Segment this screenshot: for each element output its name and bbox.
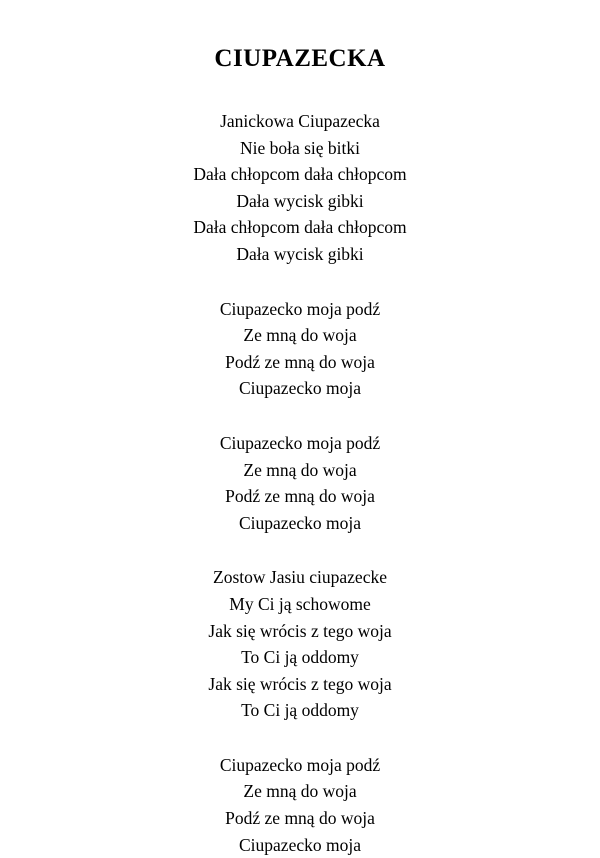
lyric-line: Ze mną do woja [243, 781, 357, 802]
lyric-line: Podź ze mną do woja [225, 486, 375, 507]
lyric-line: Ciupazecko moja podź [219, 432, 381, 453]
lyric-line: Dała wycisk gibki [236, 243, 364, 264]
lyric-line: Podź ze mną do woja [225, 808, 375, 829]
lyric-line: Ze mną do woja [243, 459, 357, 480]
lyric-line: Podź ze mną do woja [225, 351, 375, 372]
lyric-line: To Ci ją oddomy [241, 700, 359, 721]
lyric-line: Jak się wrócis z tego woja [208, 673, 392, 694]
page-title: CIUPAZECKA [214, 45, 386, 72]
lyric-line: Ciupazecko moja [239, 512, 361, 533]
lyric-line: Ciupazecko moja podź [219, 298, 381, 319]
lyrics-body [40, 108, 560, 858]
lyric-line: Zostow Jasiu ciupazecke [213, 567, 387, 588]
lyric-line: Dała chłopcom dała chłopcom [193, 164, 407, 185]
stanza [40, 296, 560, 402]
lyric-line: Ciupazecko moja podź [219, 754, 381, 775]
lyric-line: Dała chłopcom dała chłopcom [193, 217, 407, 238]
lyric-line: Ze mną do woja [243, 325, 357, 346]
lyric-line: Ciupazecko moja [239, 834, 361, 855]
lyric-line: My Ci ją schowome [229, 593, 371, 614]
lyric-line: Ciupazecko moja [239, 378, 361, 399]
stanza [40, 564, 560, 724]
stanza [40, 108, 560, 268]
lyric-line: Jak się wrócis z tego woja [208, 620, 392, 641]
lyric-line: Nie boła się bitki [239, 137, 361, 158]
stanza [40, 430, 560, 536]
lyric-line: To Ci ją oddomy [241, 647, 359, 668]
lyric-line: Janickowa Ciupazecka [220, 111, 380, 131]
lyric-line: Dała wycisk gibki [236, 190, 364, 211]
stanza [40, 752, 560, 858]
